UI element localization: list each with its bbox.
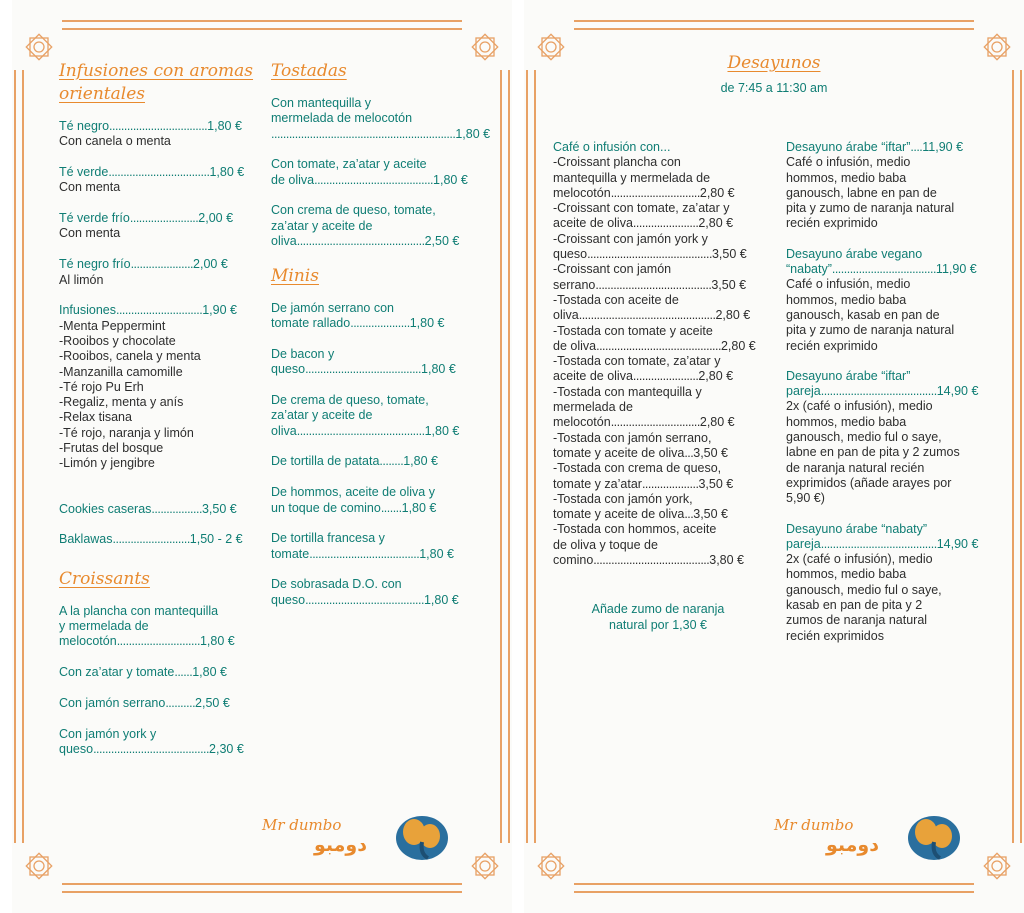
corner-ornament-icon [22,849,56,883]
menu-item-description: labne en pan de pita y 2 zumos [786,445,960,460]
menu-item-description: ganousch, medio ful o saye, [786,582,942,597]
menu-item: Té negro frío.....................2,00 € Al limón [59,257,259,288]
menu-item-description: 2x (café o infusión), medio [786,399,933,414]
menu-item: -Tostada con jamón york, tomate y aceite de oliva...3,50 € [553,491,729,522]
column-tostadas [271,60,491,624]
menu-item-description: hommos, medio baba [786,170,907,185]
menu-item: -Croissant con jamón serrano.......................................3,50 € [553,262,747,292]
corner-ornament-icon [468,849,502,883]
menu-item: -Tostada con aceite de oliva..............................................2,80 € [553,292,751,323]
menu-item: Con mantequilla y mermelada de melocotón ..............................................................1,80 € [271,96,491,141]
section-title-infusiones: Infusiones con aromas orientales [59,61,254,104]
menu-item: De crema de queso, tomate, za’atar y aceite de oliva...........................................1,80 € [271,393,460,438]
corner-ornament-icon [468,30,502,64]
menu-item: -Croissant plancha con mantequilla y mermelada de melocotón..............................2,80 € [553,155,735,200]
menu-item-description: Café o infusión, medio [786,155,911,170]
border-line [574,883,974,885]
menu-item-description: Al limón [59,272,104,287]
menu-item: Con jamón serrano..........2,50 € [59,695,230,710]
border-line [22,70,24,843]
menu-item-description: pita y zumo de naranja natural [786,323,955,338]
column-infusiones [59,60,259,773]
section-title-minis: Minis [271,265,319,286]
menu-item-description: 2x (café o infusión), medio [786,552,933,567]
menu-item: De tortilla francesa y tomate.....................................1,80 € [271,531,454,561]
menu-item-description: ganousch, labne en pan de [786,185,937,200]
menu-panel-right [524,0,1024,913]
menu-item: Té negro.................................1,80 € Con canela o menta [59,119,259,150]
border-line [574,891,974,893]
column-arabe [786,140,1001,659]
menu-item-description: hommos, medio baba [786,292,907,307]
menu-item: De tortilla de patata........1,80 € [271,454,438,469]
menu-item: -Tostada con jamón serrano, tomate y aceite de oliva...3,50 € [553,430,729,460]
menu-item: Baklawas..........................1,50 - 2 € [59,532,243,547]
menu-panel-left [12,0,512,913]
infusion-flavor: -Rooibos y chocolate [59,333,176,348]
menu-item: A la plancha con mantequilla y mermelada de melocotón............................1,80 € [59,603,235,649]
menu-item: -Croissant con jamón york y queso..........................................3,50 € [553,231,747,262]
menu-item-description: Con menta [59,226,121,241]
menu-item-description: exprimidos (añade arayes por [786,475,952,490]
elephant-logo-icon [904,812,962,864]
infusion-flavor: -Manzanilla camomille [59,364,183,379]
menu-item: Desayuno árabe “nabaty” pareja.......................................14,90 € 2x (café o infusión), medio hommos, medio baba ganousch, medio ful o saye, kasab en pan de pita y 2 zumos de naranja natural recién exprimidos [786,522,1001,644]
corner-ornament-icon [22,30,56,64]
border-line [62,20,462,22]
brand-latin-logo: Mr dumbo [774,816,854,834]
infusion-flavor: -Té rojo Pu Erh [59,379,144,394]
border-line [62,28,462,30]
menu-item-description: ganousch, medio ful o saye, [786,430,942,445]
menu-item: Con za’atar y tomate......1,80 € [59,665,227,680]
brand-logo [774,812,974,872]
border-line [574,20,974,22]
infusion-flavor: -Relax tisana [59,410,132,425]
infusion-flavor: -Frutas del bosque [59,441,164,456]
menu-item-description: Con menta [59,180,121,195]
desayunos-hours: de 7:45 a 11:30 am [720,81,828,95]
corner-ornament-icon [980,849,1014,883]
menu-item-description: kasab en pan de pita y 2 [786,598,923,613]
menu-item: De jamón serrano con tomate rallado....................1,80 € [271,300,445,331]
menu-item-infusiones: Infusiones.............................1,90 € -Menta Peppermint -Rooibos y chocolate -Rooibos, canela y menta -Manzanilla camomille -Té rojo Pu Erh -Regaliz, menta y anís -Relax tisana -Té rojo, naranja y limón -Frutas del bosque -Limón y jengibre [59,303,259,471]
infusion-flavor: -Rooibos, canela y menta [59,349,201,364]
menu-item: -Tostada con mantequilla y mermelada de melocotón..............................2,80 € [553,384,735,430]
brand-latin-logo: Mr dumbo [262,816,342,834]
menu-item: De hommos, aceite de oliva y un toque de comino.......1,80 € [271,485,437,515]
menu-item: -Tostada con hommos, aceite de oliva y toque de comino.......................................3,80 € [553,522,745,568]
section-title-desayunos: Desayunos [727,53,821,73]
border-line [14,70,16,843]
menu-item: Con tomate, za’atar y aceite de oliva........................................1,80 € [271,157,468,187]
border-line [1020,70,1022,843]
menu-item: Con jamón york y queso.......................................2,30 € [59,726,244,757]
border-line [534,70,536,843]
elephant-logo-icon [392,812,450,864]
menu-item-description: hommos, medio baba [786,414,907,429]
menu-item-description: Café o infusión, medio [786,277,911,292]
brand-logo [262,812,462,872]
menu-item: -Croissant con tomate, za’atar y aceite de oliva......................2,80 € [553,201,734,231]
border-line [1012,70,1014,843]
border-line [526,70,528,843]
cafe-header: Café o infusión con... [553,140,671,154]
infusion-flavor: -Regaliz, menta y anís [59,395,184,410]
menu-item: Desayuno árabe “iftar” pareja.......................................14,90 € 2x (café o infusión), medio hommos, medio baba ganousch, medio ful o saye, labne en pan de pita y 2 zumos de naranja natural recién exprimidos (añade arayes por 5,90 €) [786,369,1001,507]
menu-item-description: 5,90 €) [786,491,825,506]
brand-arabic-logo: دومبو [826,834,879,856]
menu-item: -Tostada con tomate, za’atar y aceite de oliva......................2,80 € [553,354,734,384]
menu-item-description: Con canela o menta [59,134,171,149]
corner-ornament-icon [534,849,568,883]
menu-item: -Tostada con crema de queso, tomate y za’atar...................3,50 € [553,461,734,491]
menu-item-description: pita y zumo de naranja natural [786,201,955,216]
menu-item: Desayuno árabe “iftar”....11,90 € Café o infusión, medio hommos, medio baba ganousch, labne en pan de pita y zumo de naranja natural recién exprimido [786,140,1001,232]
border-line [62,891,462,893]
menu-item: De sobrasada D.O. con queso........................................1,80 € [271,577,459,607]
infusion-flavor: -Menta Peppermint [59,318,166,333]
menu-item: Té verde..................................1,80 € Con menta [59,165,259,196]
menu-item-description: ganousch, kasab en pan de [786,307,940,322]
menu-item-description: recién exprimido [786,338,878,353]
section-title-tostadas: Tostadas [271,61,347,81]
menu-item: Cookies caseras.................3,50 € [59,501,237,516]
infusion-flavor: -Limón y jengibre [59,456,155,471]
menu-item: Con crema de queso, tomate, za’atar y aceite de oliva...........................................2,50 € [271,203,460,249]
column-cafe [553,140,763,633]
menu-item-description: de naranja natural recién [786,460,925,475]
border-line [574,28,974,30]
menu-item-description: hommos, medio baba [786,567,907,582]
border-line [508,70,510,843]
border-line [62,883,462,885]
section-title-croissants: Croissants [59,568,150,589]
menu-item: Té verde frío.......................2,00 € Con menta [59,211,259,242]
desayunos-header [524,52,1024,95]
menu-item: Desayuno árabe vegano “nabaty”...................................11,90 € Café o infusión, medio hommos, medio baba ganousch, kasab en pan de pita y zumo de naranja natural recién exprimido [786,247,1001,354]
menu-item-description: zumos de naranja natural [786,613,928,628]
infusion-flavor: -Té rojo, naranja y limón [59,425,194,440]
menu-item-description: recién exprimidos [786,628,884,643]
border-line [500,70,502,843]
brand-arabic-logo: دومبو [314,834,367,856]
menu-item-description: recién exprimido [786,216,878,231]
menu-item: De bacon y queso.......................................1,80 € [271,346,456,377]
menu-item: -Tostada con tomate y aceite de oliva..........................................2,80 € [553,323,756,353]
zumo-note: Añade zumo de naranja natural por 1,30 € [591,602,725,633]
